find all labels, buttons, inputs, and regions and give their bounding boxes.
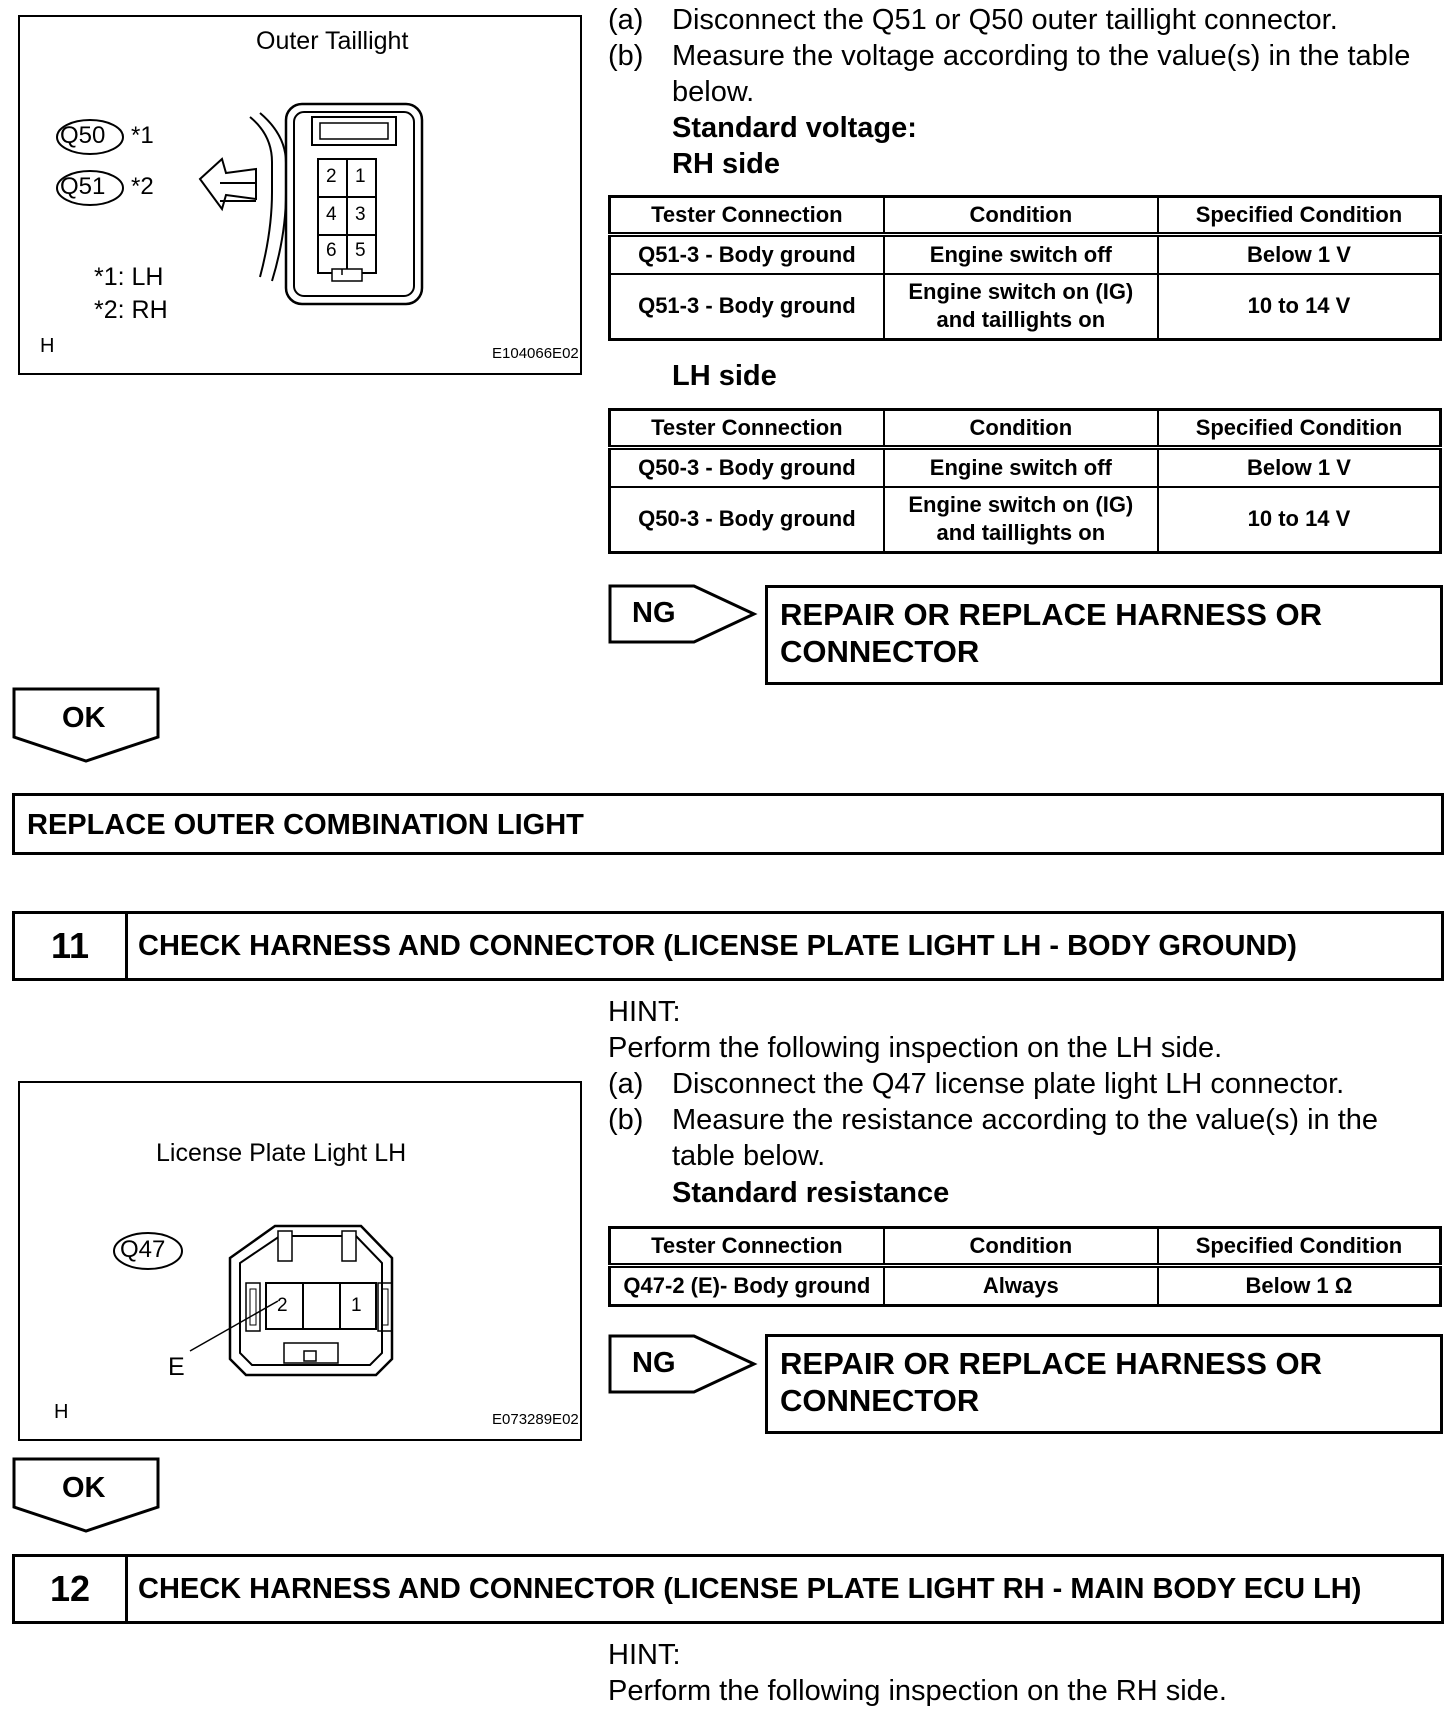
step-b-tag: (b) — [608, 40, 644, 72]
step-12-header — [12, 1554, 1444, 1624]
pin-1: 1 — [355, 166, 366, 187]
step-number: 11 — [15, 914, 128, 978]
figure-title: Outer Taillight — [256, 27, 409, 55]
table-cell: Below 1 Ω — [1158, 1266, 1441, 1306]
ng-action-text: REPAIR OR REPLACE HARNESS OR CONNECTOR — [780, 597, 1322, 669]
view-mark: H — [54, 1401, 69, 1423]
col-specified-condition: Specified Condition — [1158, 197, 1441, 235]
col-tester-connection: Tester Connection — [610, 1228, 884, 1266]
step11-a — [608, 1066, 1438, 1102]
view-mark: H — [40, 335, 55, 357]
col-specified-condition: Specified Condition — [1158, 410, 1441, 448]
table-cell: Q51-3 - Body ground — [610, 274, 884, 340]
figure-id: E104066E02 — [492, 345, 579, 362]
q47-callout: Q47 — [120, 1236, 166, 1263]
resistance-spec-table — [608, 1226, 1442, 1307]
pin-2: 2 — [326, 166, 337, 187]
standard-resistance-label: Standard resistance — [672, 1177, 950, 1209]
table-row — [610, 448, 1441, 487]
pin-6: 6 — [326, 240, 337, 261]
step11-a-text: Disconnect the Q47 license plate light LH connector. — [672, 1068, 1345, 1100]
table-row — [610, 274, 1441, 340]
ok-label: OK — [62, 702, 106, 734]
table-cell: Always — [884, 1266, 1158, 1306]
rh-side-label: RH side — [672, 148, 780, 180]
col-tester-connection: Tester Connection — [610, 410, 884, 448]
hint-text: Perform the following inspection on the LH side. — [608, 1032, 1223, 1064]
legend-lh: *1: LH — [94, 263, 164, 291]
step-title: CHECK HARNESS AND CONNECTOR (LICENSE PLATE LIGHT RH - MAIN BODY ECU LH) — [138, 1572, 1362, 1605]
step-a-tag: (a) — [608, 4, 644, 36]
table-cell: Below 1 V — [1158, 235, 1441, 274]
table-cell: Q51-3 - Body ground — [610, 235, 884, 274]
standard-voltage-label: Standard voltage: — [672, 112, 917, 144]
legend-rh: *2: RH — [94, 296, 168, 324]
pin-2: 2 — [277, 1295, 288, 1316]
col-condition: Condition — [884, 410, 1158, 448]
step-title: CHECK HARNESS AND CONNECTOR (LICENSE PLATE LIGHT LH - BODY GROUND) — [138, 929, 1297, 962]
step11-b — [608, 1102, 1438, 1174]
hint-label: HINT: — [608, 996, 681, 1028]
step11-b-tag: (b) — [608, 1104, 644, 1136]
ok-label: OK — [62, 1472, 106, 1504]
hint-label: HINT: — [608, 1639, 681, 1671]
lh-side-label: LH side — [672, 360, 777, 392]
step-a — [608, 2, 1438, 38]
table-cell: Engine switch off — [884, 235, 1158, 274]
ng-action-text: REPAIR OR REPLACE HARNESS OR CONNECTOR — [780, 1346, 1322, 1418]
step11-b-text: Measure the resistance according to the value(s) in the table below. — [672, 1104, 1379, 1172]
figure-title: License Plate Light LH — [156, 1139, 407, 1167]
step-b — [608, 38, 1438, 110]
q50-callout: Q50 — [60, 122, 106, 149]
q51-ref: *2 — [131, 173, 154, 200]
q51-callout: Q51 — [60, 173, 106, 200]
table-cell: Q47-2 (E)- Body ground — [610, 1266, 884, 1306]
figure-license-plate-light — [18, 1081, 582, 1441]
ng-arrow — [608, 584, 758, 646]
table-row — [610, 235, 1441, 274]
ng-action-box — [765, 585, 1443, 685]
table-cell: Q50-3 - Body ground — [610, 487, 884, 553]
figure-id: E073289E02 — [492, 1411, 579, 1428]
col-specified-condition: Specified Condition — [1158, 1228, 1441, 1266]
ng-label: NG — [632, 597, 676, 629]
table-cell: 10 to 14 V — [1158, 274, 1441, 340]
ng-arrow — [608, 1334, 758, 1396]
step-a-text: Disconnect the Q51 or Q50 outer taillight connector. — [672, 4, 1338, 36]
q50-ref: *1 — [131, 122, 154, 149]
license-connector-drawing — [20, 1083, 580, 1439]
table-cell: Engine switch off — [884, 448, 1158, 487]
pin-5: 5 — [355, 240, 366, 261]
step-b-text: Measure the voltage according to the value(s) in the table below. — [672, 40, 1411, 108]
figure-outer-taillight — [18, 15, 582, 375]
step-11-header — [12, 911, 1444, 981]
col-condition: Condition — [884, 1228, 1158, 1266]
pin-label-e: E — [168, 1353, 185, 1381]
table-cell: Q50-3 - Body ground — [610, 448, 884, 487]
pin-1: 1 — [351, 1295, 362, 1316]
ng-label: NG — [632, 1347, 676, 1379]
table-row — [610, 487, 1441, 553]
table-cell: Engine switch on (IG) and taillights on — [884, 274, 1158, 340]
table-cell: Engine switch on (IG) and taillights on — [884, 487, 1158, 553]
ok-action-text: REPLACE OUTER COMBINATION LIGHT — [27, 809, 584, 841]
pin-3: 3 — [355, 204, 366, 225]
pin-4: 4 — [326, 204, 337, 225]
step11-a-tag: (a) — [608, 1068, 644, 1100]
col-condition: Condition — [884, 197, 1158, 235]
table-row — [610, 1266, 1441, 1306]
step-number: 12 — [15, 1557, 128, 1621]
col-tester-connection: Tester Connection — [610, 197, 884, 235]
lh-spec-table — [608, 408, 1442, 554]
table-cell: Below 1 V — [1158, 448, 1441, 487]
table-cell: 10 to 14 V — [1158, 487, 1441, 553]
replace-outer-combination-light — [12, 793, 1444, 855]
hint-text: Perform the following inspection on the RH side. — [608, 1675, 1227, 1707]
rh-spec-table — [608, 195, 1442, 341]
ng-action-box — [765, 1334, 1443, 1434]
